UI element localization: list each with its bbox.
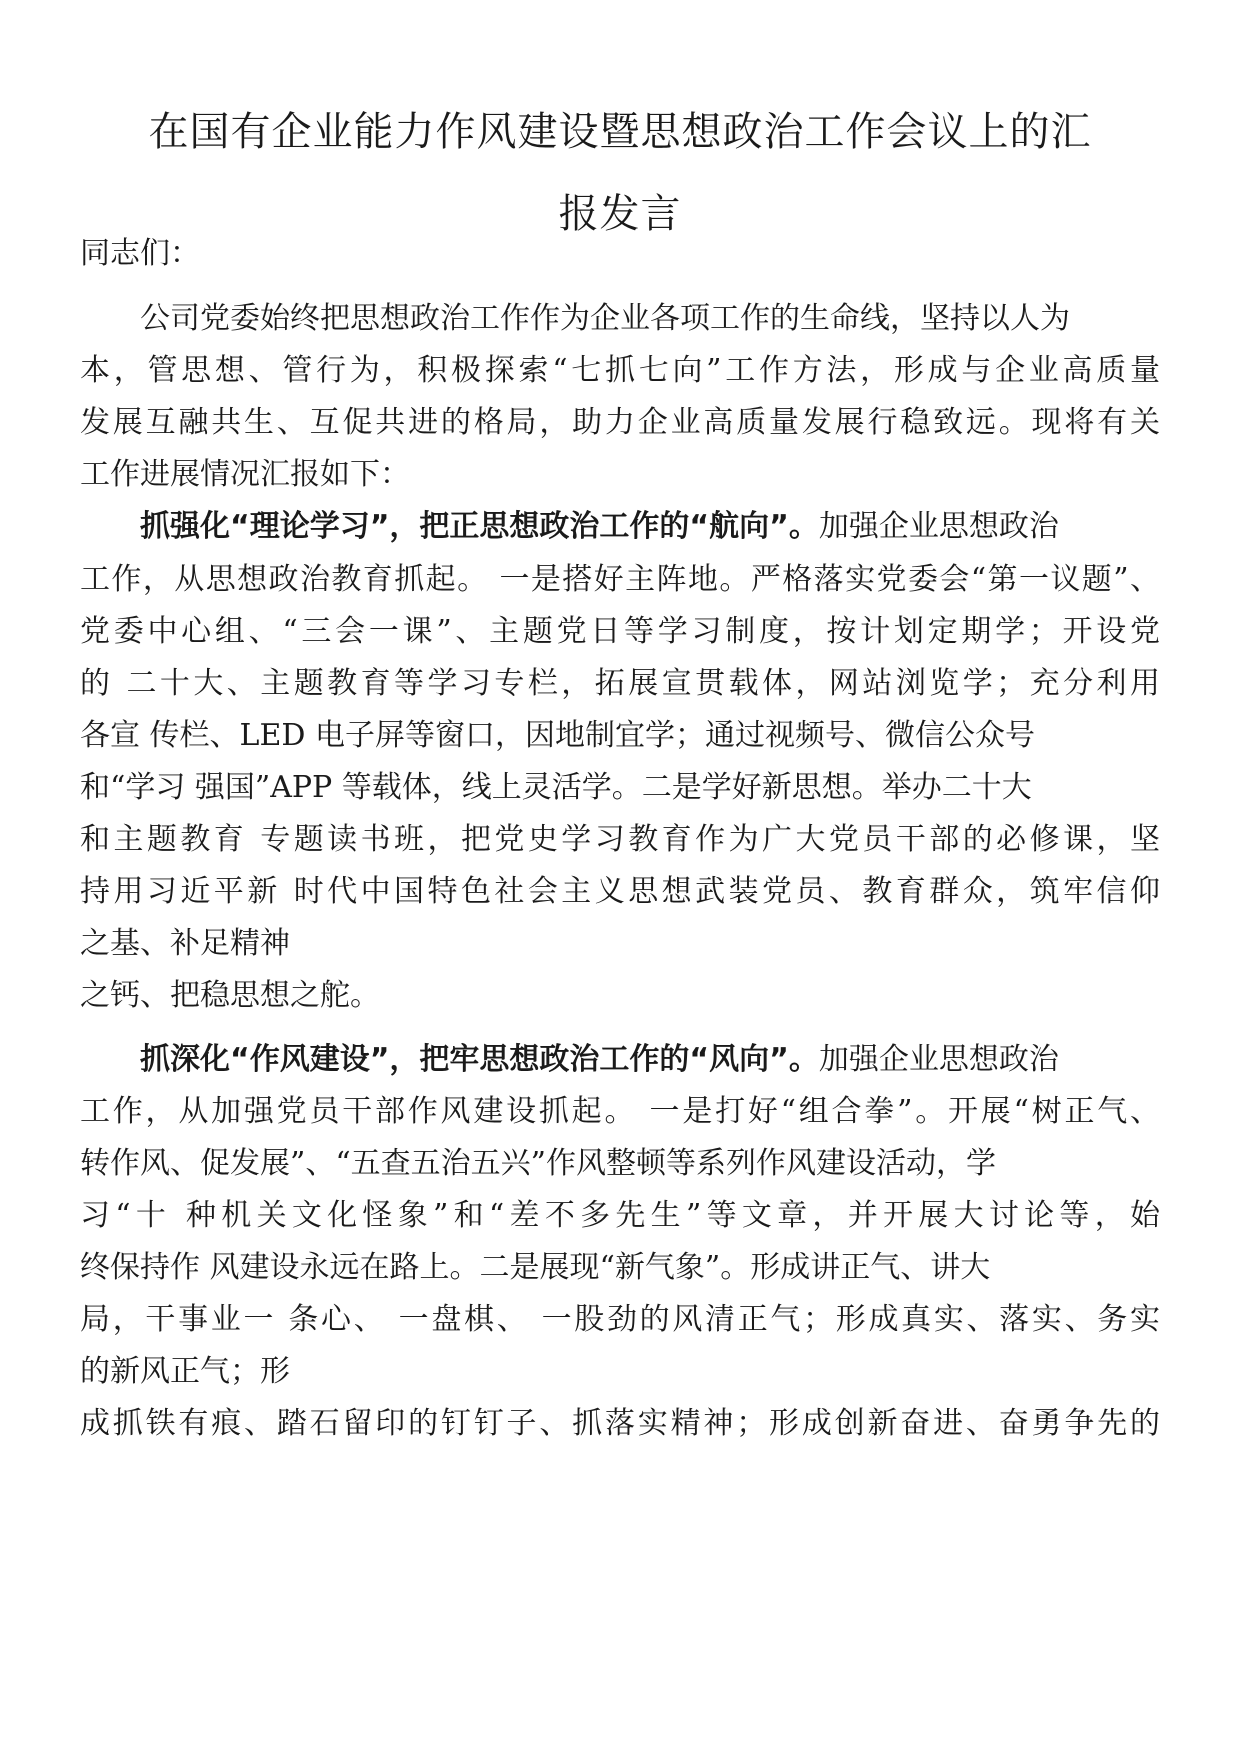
section1-line: 之基、补足精神 bbox=[80, 926, 290, 961]
section1-first-line bbox=[140, 507, 1160, 547]
intro-line-3: 发展互融共生、互促共进的格局，助力企业高质量发展行稳致远。现将有关 bbox=[80, 405, 1160, 440]
section1-line: 各宣 传栏、LED 电子屏等窗口，因地制宜学；通过视频号、微信公众号 bbox=[80, 718, 1035, 753]
section2-first-line bbox=[140, 1040, 1160, 1080]
section2-lead: 抓深化“作风建设”，把牢思想政治工作的“风向”。 bbox=[140, 1042, 819, 1077]
section1-line: 工作，从思想政治教育抓起。 一是搭好主阵地。严格落实党委会“第一议题”、 bbox=[80, 562, 1160, 597]
section2-line: 终保持作 风建设永远在路上。二是展现“新气象”。形成讲正气、讲大 bbox=[80, 1250, 991, 1285]
section2-line: 局，干事业一 条心、 一盘棋、 一股劲的风清正气；形成真实、落实、务实 bbox=[80, 1302, 1160, 1337]
section2-line: 的新风正气；形 bbox=[80, 1354, 290, 1389]
salutation: 同志们： bbox=[80, 236, 200, 271]
section1-line: 党委中心组、“三会一课”、主题党日等学习制度，按计划定期学；开设党 bbox=[80, 614, 1160, 649]
section1-lead: 抓强化“理论学习”，把正思想政治工作的“航向”。 bbox=[140, 509, 819, 544]
section1-line: 和主题教育 专题读书班，把党史学习教育作为广大党员干部的必修课，坚 bbox=[80, 822, 1160, 857]
section1-line: 的 二十大、主题教育等学习专栏，拓展宣贯载体，网站浏览学；充分利用 bbox=[80, 666, 1160, 701]
intro-line-1: 公司党委始终把思想政治工作作为企业各项工作的生命线，坚持以人为 bbox=[140, 301, 1070, 336]
document-title-line-1: 在国有企业能力作风建设暨思想政治工作会议上的汇 bbox=[148, 109, 1092, 155]
section1-line: 之钙、把稳思想之舵。 bbox=[80, 978, 380, 1013]
section2-line: 工作，从加强党员干部作风建设抓起。 一是打好“组合拳”。开展“树正气、 bbox=[80, 1094, 1160, 1129]
section2-line: 习“十 种机关文化怪象”和“差不多先生”等文章，并开展大讨论等，始 bbox=[80, 1198, 1160, 1233]
section2-line: 成抓铁有痕、踏石留印的钉钉子、抓落实精神；形成创新奋进、奋勇争先的 bbox=[80, 1406, 1160, 1441]
section1-first-rest: 加强企业思想政治 bbox=[818, 509, 1059, 544]
intro-line-2: 本，管思想、管行为，积极探索“七抓七向”工作方法，形成与企业高质量 bbox=[80, 353, 1160, 388]
document-title-line-2: 报发言 bbox=[558, 191, 682, 237]
section1-line: 和“学习 强国”APP 等载体，线上灵活学。二是学好新思想。举办二十大 bbox=[80, 770, 1032, 805]
intro-line-4: 工作进展情况汇报如下： bbox=[80, 457, 410, 492]
section1-line: 持用习近平新 时代中国特色社会主义思想武装党员、教育群众，筑牢信仰 bbox=[80, 874, 1160, 909]
section2-line: 转作风、促发展”、“五查五治五兴”作风整顿等系列作风建设活动，学 bbox=[80, 1146, 997, 1181]
section2-first-rest: 加强企业思想政治 bbox=[818, 1042, 1059, 1077]
